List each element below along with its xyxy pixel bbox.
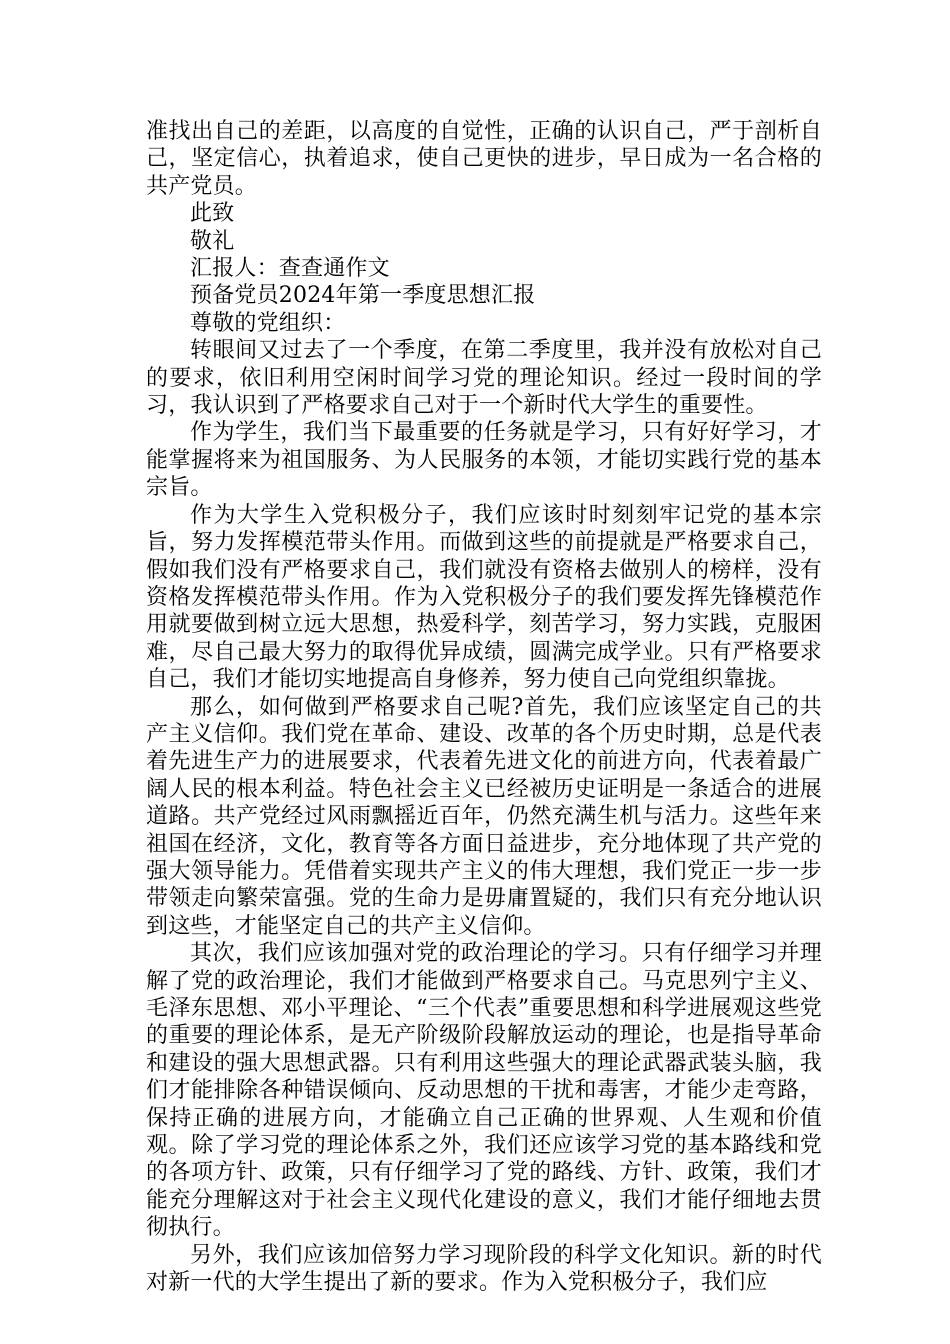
closing-regards: 敬礼	[190, 228, 235, 254]
report-salutation: 尊敬的党组织：	[190, 310, 346, 336]
report-title: 预备党员2024年第一季度思想汇报	[190, 283, 536, 309]
body-paragraph-5: 其次，我们应该加强对党的政治理论的学习。只有仔细学习并理解了党的政治理论，我们才能做到严格要求自己。马克思列宁主义、毛泽东思想、邓小平理论、“三个代表”重要思想和科学进展观这些党的重要的理论体系，是无产阶级阶段解放运动的理论，也是指导革命和建设的强大思想武器。只有利用这些强大的理论武器武装头脑，我们才能排除各种错误倾向、反动思想的干扰和毒害，才能少走弯路，保持正确的进展方向，才能确立自己正确的世界观、人生观和价值观。除了学习党的理论体系之外，我们还应该学习党的基本路线和党的各项方针、政策，只有仔细学习了党的路线、方针、政策，我们才能充分理解这对于社会主义现代化建设的意义，我们才能仔细地去贯彻执行。	[146, 941, 822, 1241]
body-paragraph-4: 那么，如何做到严格要求自己呢?首先，我们应该坚定自己的共产主义信仰。我们党在革命、建设、改革的各个历史时期，总是代表着先进生产力的进展要求，代表着先进文化的前进方向，代表着最广阔人民的根本利益。特色社会主义已经被历史证明是一条适合的进展道路。共产党经过风雨飘摇近百年，仍然充满生机与活力。这些年来祖国在经济，文化，教育等各方面日益进步，充分地体现了共产党的强大领导能力。凭借着实现共产主义的伟大理想，我们党正一步一步带领走向繁荣富强。党的生命力是毋庸置疑的，我们只有充分地认识到这些，才能坚定自己的共产主义信仰。	[146, 694, 822, 939]
body-paragraph-2: 作为学生，我们当下最重要的任务就是学习，只有好好学习，才能掌握将来为祖国服务、为人民服务的本领，才能切实践行党的基本宗旨。	[146, 420, 822, 501]
body-paragraph-1: 转眼间又过去了一个季度，在第二季度里，我并没有放松对自己的要求，依旧利用空闲时间学习党的理论知识。经过一段时间的学习，我认识到了严格要求自己对于一个新时代大学生的重要性。	[146, 338, 822, 419]
continuation-paragraph: 准找出自己的差距，以高度的自觉性，正确的认识自己，严于剖析自己，坚定信心，执着追求，使自己更快的进步，早日成为一名合格的共产党员。	[146, 119, 822, 199]
closing-salutation: 此致	[190, 201, 235, 227]
body-paragraph-6: 另外，我们应该加倍努力学习现阶段的科学文化知识。新的时代对新一代的大学生提出了新的要求。作为入党积极分子，我们应	[146, 1242, 822, 1296]
reporter-signature: 汇报人：查查通作文	[190, 256, 390, 282]
document-page	[146, 118, 822, 1296]
body-paragraph-3: 作为大学生入党积极分子，我们应该时时刻刻牢记党的基本宗旨，努力发挥模范带头作用。而做到这些的前提就是严格要求自己，假如我们没有严格要求自己，我们就没有资格去做别人的榜样，没有资格发挥模范带头作用。作为入党积极分子的我们要发挥先锋模范作用就要做到树立远大思想，热爱科学，刻苦学习，努力实践，克服困难，尽自己最大努力的取得优异成绩，圆满完成学业。只有严格要求自己，我们才能切实地提高自身修养，努力使自己向党组织靠拢。	[146, 502, 822, 693]
